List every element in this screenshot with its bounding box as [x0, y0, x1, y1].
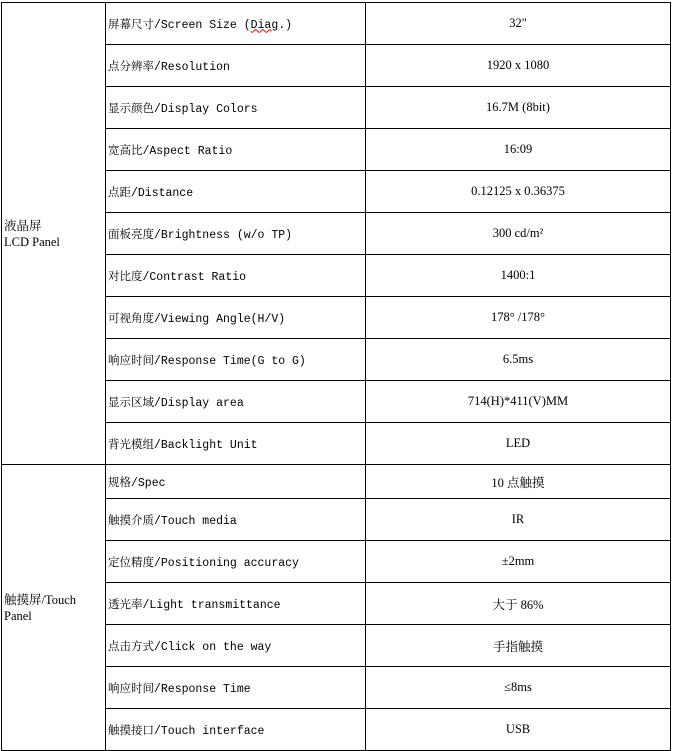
lcd-panel-group-label: 液晶屏 LCD Panel: [2, 3, 106, 465]
spec-label-text: 触摸接口/Touch interface: [108, 724, 265, 738]
spec-label-text: 响应时间/Response Time(G to G): [108, 354, 306, 368]
spec-label-text: 点分辨率/Resolution: [108, 60, 230, 74]
spec-label-text: 背光模组/Backlight Unit: [108, 438, 258, 452]
spec-label: [106, 541, 366, 583]
spec-label: [106, 213, 366, 255]
spec-label-text: 宽高比/Aspect Ratio: [108, 144, 233, 158]
spec-value: IR: [366, 499, 671, 541]
spec-value: 10 点触摸: [366, 465, 671, 499]
spec-label-text: 可视角度/Viewing Angle(H/V): [108, 312, 286, 326]
spec-label-text: 透光率/Light transmittance: [108, 598, 281, 612]
spec-label: [106, 297, 366, 339]
spec-label: [106, 255, 366, 297]
spec-label-text: 定位精度/Positioning accuracy: [108, 556, 299, 570]
spec-table-body: [2, 3, 671, 751]
spec-value: 0.12125 x 0.36375: [366, 171, 671, 213]
spec-label: [106, 423, 366, 465]
spec-label-text: 显示颜色/Display Colors: [108, 102, 258, 116]
spec-value: 1920 x 1080: [366, 45, 671, 87]
spec-value: 1400:1: [366, 255, 671, 297]
spec-table: [1, 2, 671, 751]
spec-label-suffix: .): [278, 18, 293, 32]
spec-label-spellcheck-text: Diag: [250, 18, 279, 32]
spec-label-text: 显示区域/Display area: [108, 396, 244, 410]
spec-label: [106, 171, 366, 213]
spec-value: 300 cd/m²: [366, 213, 671, 255]
spec-label: [106, 129, 366, 171]
spec-label: [106, 667, 366, 709]
spec-value: USB: [366, 709, 671, 751]
spec-label: [106, 3, 366, 45]
spec-label-text: 点击方式/Click on the way: [108, 640, 272, 654]
spec-value: 6.5ms: [366, 339, 671, 381]
spec-label: [106, 583, 366, 625]
spec-value: 大于 86%: [366, 583, 671, 625]
spec-value: ±2mm: [366, 541, 671, 583]
spec-row: [2, 3, 671, 45]
touch-panel-group-label: 触摸屏/Touch Panel: [2, 465, 106, 751]
spec-label-text: 触摸介质/Touch media: [108, 514, 237, 528]
spec-label-text: 响应时间/Response Time: [108, 682, 251, 696]
spec-value: 手指触摸: [366, 625, 671, 667]
spec-label: [106, 625, 366, 667]
spec-value: 32": [366, 3, 671, 45]
spec-label-text: 规格/Spec: [108, 476, 166, 490]
spec-value: 178° /178°: [366, 297, 671, 339]
spec-label-text: 对比度/Contrast Ratio: [108, 270, 247, 284]
spec-value: 16.7M (8bit): [366, 87, 671, 129]
spec-label-text: 屏幕尺寸/Screen Size (: [108, 18, 251, 32]
spec-label: [106, 87, 366, 129]
spec-value: 714(H)*411(V)MM: [366, 381, 671, 423]
spec-value: ≤8ms: [366, 667, 671, 709]
spec-label-text: 面板亮度/Brightness (w/o TP): [108, 228, 293, 242]
spec-label: [106, 339, 366, 381]
spec-value: LED: [366, 423, 671, 465]
spec-label: [106, 499, 366, 541]
spec-label-text: 点距/Distance: [108, 186, 194, 200]
spec-row: [2, 465, 671, 499]
spec-value: 16:09: [366, 129, 671, 171]
spec-label: [106, 381, 366, 423]
spec-label: [106, 465, 366, 499]
spec-label: [106, 45, 366, 87]
spec-label: [106, 709, 366, 751]
